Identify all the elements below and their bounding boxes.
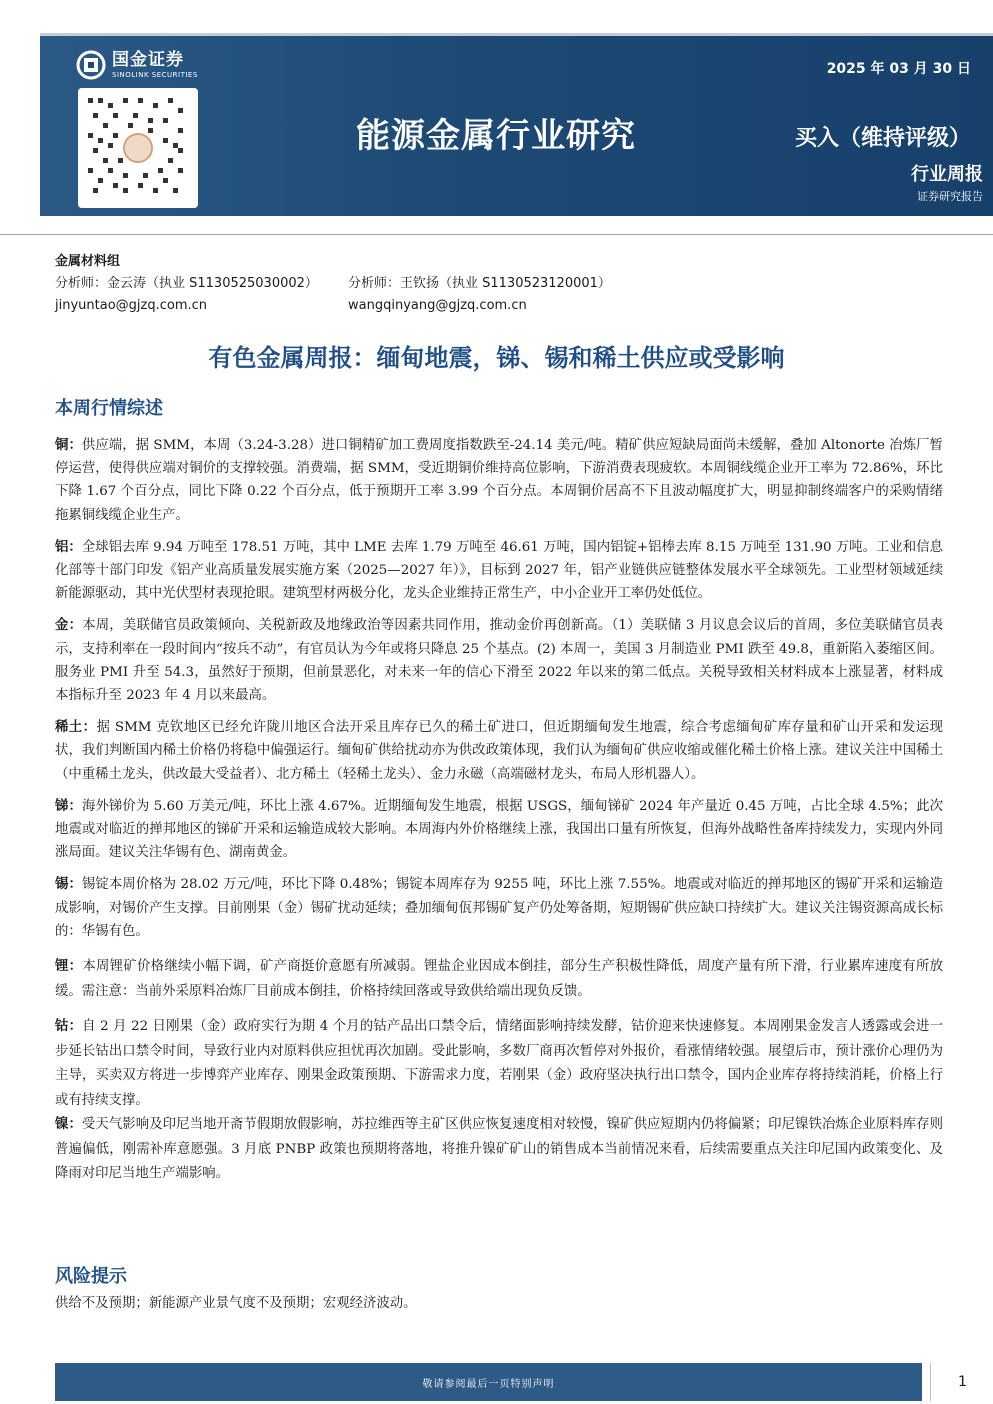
report-title: 有色金属周报：缅甸地震，锑、锡和稀土供应或受影响 xyxy=(208,344,785,372)
paragraph-gold: 金：本周，美联储官员政策倾向、关税新政及地缘政治等因素共同作用，推动金价再创新高。（1）美联储 3 月议息会议后的首周，多位美联储官员表示，支持利率在一段时间内“按兵不动”，有官员认为今年或将只降息 25 个基点。(2) 本周一，美国 3 月制造业 PMI 跌至 49.8，重新陷入萎缩区间。服务业 PMI 升至 54.3，虽然好于预期，但前景恶化，对未来一年的信心下滑至 2022 年以来的第二低点。关税导致相关材料成本上涨显著，材料成本指标升至 2023 年 4 月以来最高。 xyxy=(55,618,943,704)
summary-body xyxy=(55,434,943,1196)
rating: 买入（维持评级） xyxy=(794,126,971,151)
paragraph-tin: 锡：锡锭本周价格为 28.02 万元/吨，环比下降 0.48%；锡锭本周库存为 9255 吨，环比上涨 7.55%。地震或对临近的掸邦地区的锡矿开采和运输造成影响，对锡价产生支撑。目前刚果（金）锡矿扰动延续；叠加缅甸佤邦锡矿复产仍处筹备期，短期锡矿供应缺口持续扩大。建议关注锡资源高成长标的：华锡有色。 xyxy=(55,877,943,939)
header-banner xyxy=(40,33,993,216)
qr-code[interactable] xyxy=(78,88,198,208)
report-type: 行业周报 xyxy=(911,164,983,185)
paragraph-copper: 铜：供应端，据 SMM，本周（3.24-3.28）进口铜精矿加工费周度指数跌至-24.14 美元/吨。精矿供应短缺局面尚未缓解，叠加 Altonorte 冶炼厂暂停运营，使得供应端对铜价的支撑较强。消费端，据 SMM，受近期铜价维持高位影响，下游消费表现疲软。本周铜线缆企业开工率为 72.86%，环比下降 1.67 个百分点，同比下降 0.22 个百分点，低于预期开工率 3.99 个百分点。本周铜价居高不下且波动幅度扩大，明显抑制终端客户的采购情绪拖累铜线缆企业生产。 xyxy=(55,438,943,523)
analyst-1-email[interactable]: jinyuntao@gjzq.com.cn xyxy=(55,298,208,313)
paragraph-cobalt: 钴：自 2 月 22 日刚果（金）政府实行为期 4 个月的钴产品出口禁令后，情绪面影响持续发酵，钴价迎来快速修复。本周刚果金发言人透露或会进一步延长钴出口禁令时间，导致行业内对原料供应担忧再次加剧。受此影响，多数厂商再次暂停对外报价，看涨情绪较强。展望后市，预计涨价心理仍为主导，买卖双方将进一步博弈产业库存、刚果金政策预期、下游需求力度，若刚果（金）政府坚决执行出口禁令，国内企业库存将持续消耗，价格上行或有持续支撑。 xyxy=(55,1019,943,1108)
risk-text: 供给不及预期；新能源产业景气度不及预期；宏观经济波动。 xyxy=(55,1296,417,1311)
header-divider xyxy=(0,234,993,235)
brand-name-cn: 国金证券 xyxy=(112,49,184,70)
sinolink-logo-icon xyxy=(76,50,106,80)
analyst-2-email[interactable]: wangqinyang@gjzq.com.cn xyxy=(348,298,527,313)
section-heading-risk: 风险提示 xyxy=(55,1266,127,1287)
paragraph-nickel: 镍：受天气影响及印尼当地开斋节假期放假影响，苏拉维西等主矿区供应恢复速度相对较慢，镍矿供应短期内仍将偏紧；印尼镍铁冶炼企业原料库存则普遍偏低，刚需补库意愿强。3 月底 PNBP 政策也预期将落地，将推升镍矿矿山的销售成本当前情况来看，后续需要重点关注印尼国内政策变化、及降雨对印尼当地生产端影响。 xyxy=(55,1117,944,1182)
analyst-2: 分析师：王钦扬（执业 S1130523120001） xyxy=(348,276,611,291)
footer-disclaimer-bar xyxy=(55,1363,922,1401)
paragraph-rare-earth: 稀土：据 SMM 克钦地区已经允许陇川地区合法开采且库存已久的稀土矿进口，但近期缅甸发生地震，综合考虑缅甸矿库存量和矿山开采和发运现状，我们判断国内稀土价格仍将稳中偏强运行。缅甸矿供给扰动亦为供改政策体现，我们认为缅甸矿供应收缩或催化稀土价格上涨。建议关注中国稀土（中重稀土龙头，供改最大受益者）、北方稀土（轻稀土龙头）、金力永磁（高端磁材龙头，布局人形机器人）。 xyxy=(55,720,943,782)
report-category: 证券研究报告 xyxy=(917,190,983,203)
brand-name-en: SINOLINK SECURITIES xyxy=(112,70,198,79)
analyst-1: 分析师：金云涛（执业 S1130525030002） xyxy=(55,276,318,291)
analyst-group: 金属材料组 xyxy=(55,254,121,269)
paragraph-antimony: 锑：海外锑价为 5.60 万美元/吨，环比上涨 4.67%。近期缅甸发生地震，根据 USGS，缅甸锑矿 2024 年产量近 0.45 万吨，占比全球 4.5%；此次地震或对临近的掸邦地区的锑矿开采和运输造成较大影响。本周海内外价格继续上涨，我国出口量有所恢复，但海外战略性备库持续发力，实现内外同涨局面。建议关注华锡有色、湖南黄金。 xyxy=(55,798,943,861)
footer-note: 敬请参阅最后一页特别声明 xyxy=(422,1378,555,1390)
page-number: 1 xyxy=(930,1363,993,1401)
section-heading-summary: 本周行情综述 xyxy=(55,398,163,419)
paragraph-aluminum: 铝：全球铝去库 9.94 万吨至 178.51 万吨，其中 LME 去库 1.79 万吨至 46.61 万吨，国内铝锭+铝棒去库 8.15 万吨至 131.90 万吨。工业和信息化部等十部门印发《铝产业高质量发展实施方案（2025—2027 年）》，目标到 2027 年，铝产业链供应链整体发展水平全球领先。工业型材领域延续新能源驱动，其中光伏型材表现抢眼。建筑型材两极分化，龙头企业维持正常生产，中小企业开工率仍处低位。 xyxy=(55,539,944,602)
brand-logo xyxy=(76,46,198,84)
industry-title: 能源金属行业研究 xyxy=(356,116,636,156)
analyst-info xyxy=(55,251,611,317)
report-date: 2025 年 03 月 30 日 xyxy=(826,61,971,77)
paragraph-lithium: 锂：本周锂矿价格继续小幅下调，矿产商挺价意愿有所减弱。锂盐企业因成本倒挂，部分生产积极性降低，周度产量有所下滑，行业累库速度有所放缓。需注意：当前外采原料冶炼厂目前成本倒挂，价格持续回落或导致供给端出现负反馈。 xyxy=(55,959,944,999)
qr-center-logo xyxy=(120,130,156,166)
